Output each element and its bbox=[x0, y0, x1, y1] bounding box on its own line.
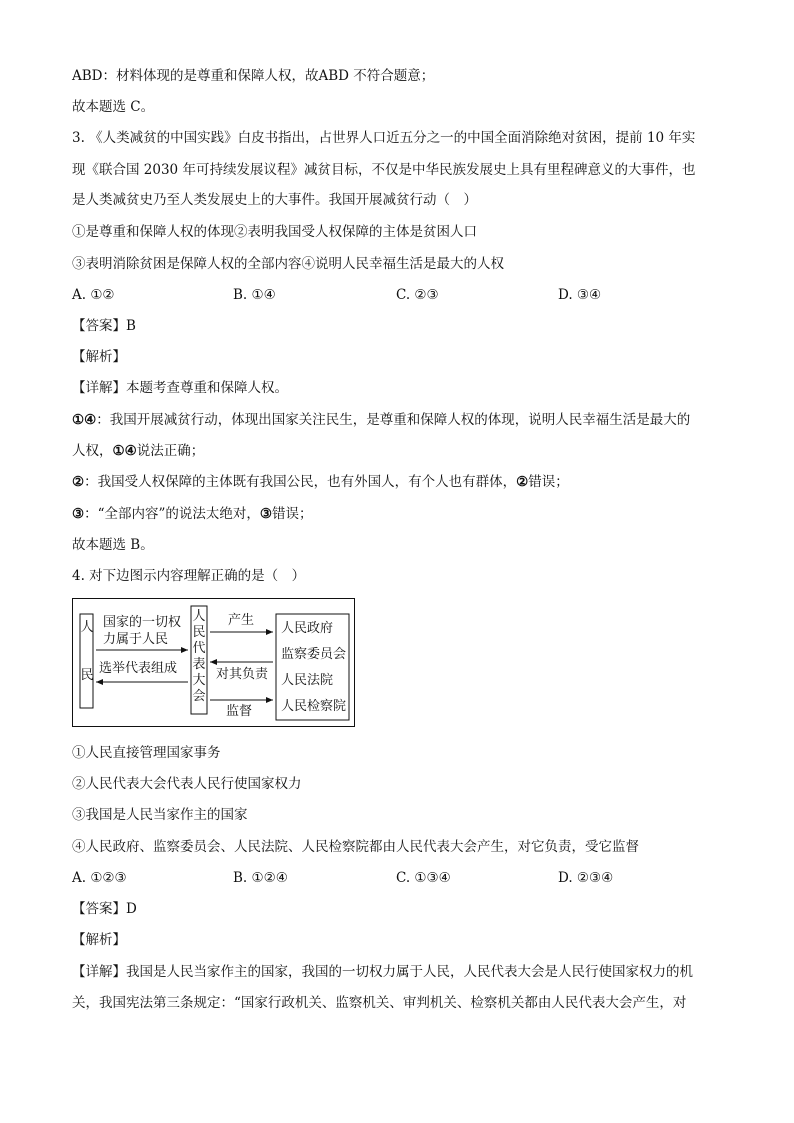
responsible-label: 对其负责 bbox=[216, 667, 269, 682]
option-a: A. ①② bbox=[72, 287, 115, 303]
question-4-statement: ②人民代表大会代表人民行使国家权力 bbox=[72, 776, 302, 792]
detail-span: ：我国受人权保障的主体既有我国公民，也有外国人，有个人也有群体， bbox=[84, 474, 517, 490]
diagram bbox=[72, 598, 356, 728]
text-line: 故本题选 C。 bbox=[72, 99, 155, 115]
question-3-statement: ①是尊重和保障人权的体现②表明我国受人权保障的主体是贫困人口 bbox=[72, 224, 477, 240]
organ-court: 人民法院 bbox=[281, 673, 334, 688]
question-4-statement: ①人民直接管理国家事务 bbox=[72, 745, 221, 761]
analysis-label: 【解析】 bbox=[72, 349, 126, 365]
people-label: 人 民 bbox=[80, 620, 94, 683]
detail-span: 错误； bbox=[528, 474, 569, 490]
bold-marker: ①④ bbox=[112, 443, 137, 459]
supervise-label: 监督 bbox=[226, 704, 253, 719]
analysis-label: 【解析】 bbox=[72, 932, 126, 948]
detail-span: 说法正确； bbox=[136, 443, 205, 459]
question-4-statement: ④人民政府、监察委员会、人民法院、人民检察院都由人民代表大会产生，对它负责，受它监督 bbox=[72, 839, 639, 855]
npc-label: 人 民 代 表 大 会 bbox=[192, 609, 206, 704]
question-3-stem: 是人类减贫史乃至人类发展史上的大事件。我国开展减贫行动（ ） bbox=[72, 192, 477, 208]
detail-text: 【详解】我国是人民当家作主的国家，我国的一切权力属于人民，人民代表大会是人民行使国家权力的机 bbox=[72, 964, 693, 980]
organ-procuratorate: 人民检察院 bbox=[281, 699, 347, 714]
detail-text bbox=[72, 410, 690, 430]
detail-text bbox=[72, 441, 204, 461]
detail-span: 错误； bbox=[272, 506, 313, 522]
question-4-stem: 4. 对下边图示内容理解正确的是（ ） bbox=[72, 568, 306, 584]
bold-marker: ③ bbox=[259, 506, 273, 522]
bold-marker: ② bbox=[516, 474, 529, 490]
answer-label: 【答案】B bbox=[72, 318, 136, 334]
elect-label: 选举代表组成 bbox=[99, 661, 178, 676]
option-b: B. ①④ bbox=[233, 287, 276, 303]
option-b: B. ①②④ bbox=[233, 870, 288, 886]
power-label-1: 国家的一切权 bbox=[103, 615, 182, 630]
option-d: D. ③④ bbox=[558, 287, 602, 303]
text-line: ABD：材料体现的是尊重和保障人权，故ABD 不符合题意； bbox=[72, 68, 435, 84]
question-3-stem: 3. 《人类减贫的中国实践》白皮书指出，占世界人口近五分之一的中国全面消除绝对贫困，提前 10 年实 bbox=[72, 130, 696, 146]
bold-marker: ①④ bbox=[72, 412, 97, 428]
conclusion-text: 故本题选 B。 bbox=[72, 537, 154, 553]
detail-text: 【详解】本题考查尊重和保障人权。 bbox=[72, 380, 288, 396]
produce-label: 产生 bbox=[228, 613, 255, 628]
question-3-statement: ③表明消除贫困是保障人权的全部内容④说明人民幸福生活是最大的人权 bbox=[72, 256, 504, 272]
organ-supervisory: 监察委员会 bbox=[281, 647, 347, 662]
answer-label: 【答案】D bbox=[72, 901, 137, 917]
detail-span: ：我国开展减贫行动，体现出国家关注民生，是尊重和保障人权的体现，说明人民幸福生活是最大的 bbox=[96, 412, 691, 428]
power-label-2: 力属于人民 bbox=[103, 632, 169, 647]
detail-text: 关，我国宪法第三条规定：“国家行政机关、监察机关、审判机关、检察机关都由人民代表大会产生，对 bbox=[72, 995, 687, 1011]
option-c: C. ②③ bbox=[396, 287, 439, 303]
detail-span: ：“全部内容”的说法太绝对， bbox=[84, 506, 260, 522]
question-3-stem: 现《联合国 2030 年可持续发展议程》减贫目标，不仅是中华民族发展史上具有里程碑意义的大事件，也 bbox=[72, 162, 696, 178]
bold-marker: ③ bbox=[72, 506, 85, 522]
option-c: C. ①③④ bbox=[396, 870, 451, 886]
option-d: D. ②③④ bbox=[558, 870, 614, 886]
option-a: A. ①②③ bbox=[72, 870, 127, 886]
detail-text bbox=[72, 504, 313, 524]
organ-government: 人民政府 bbox=[281, 621, 334, 636]
detail-text bbox=[72, 472, 569, 492]
detail-span: 人权， bbox=[72, 443, 113, 459]
bold-marker: ② bbox=[72, 474, 85, 490]
question-4-statement: ③我国是人民当家作主的国家 bbox=[72, 807, 248, 823]
